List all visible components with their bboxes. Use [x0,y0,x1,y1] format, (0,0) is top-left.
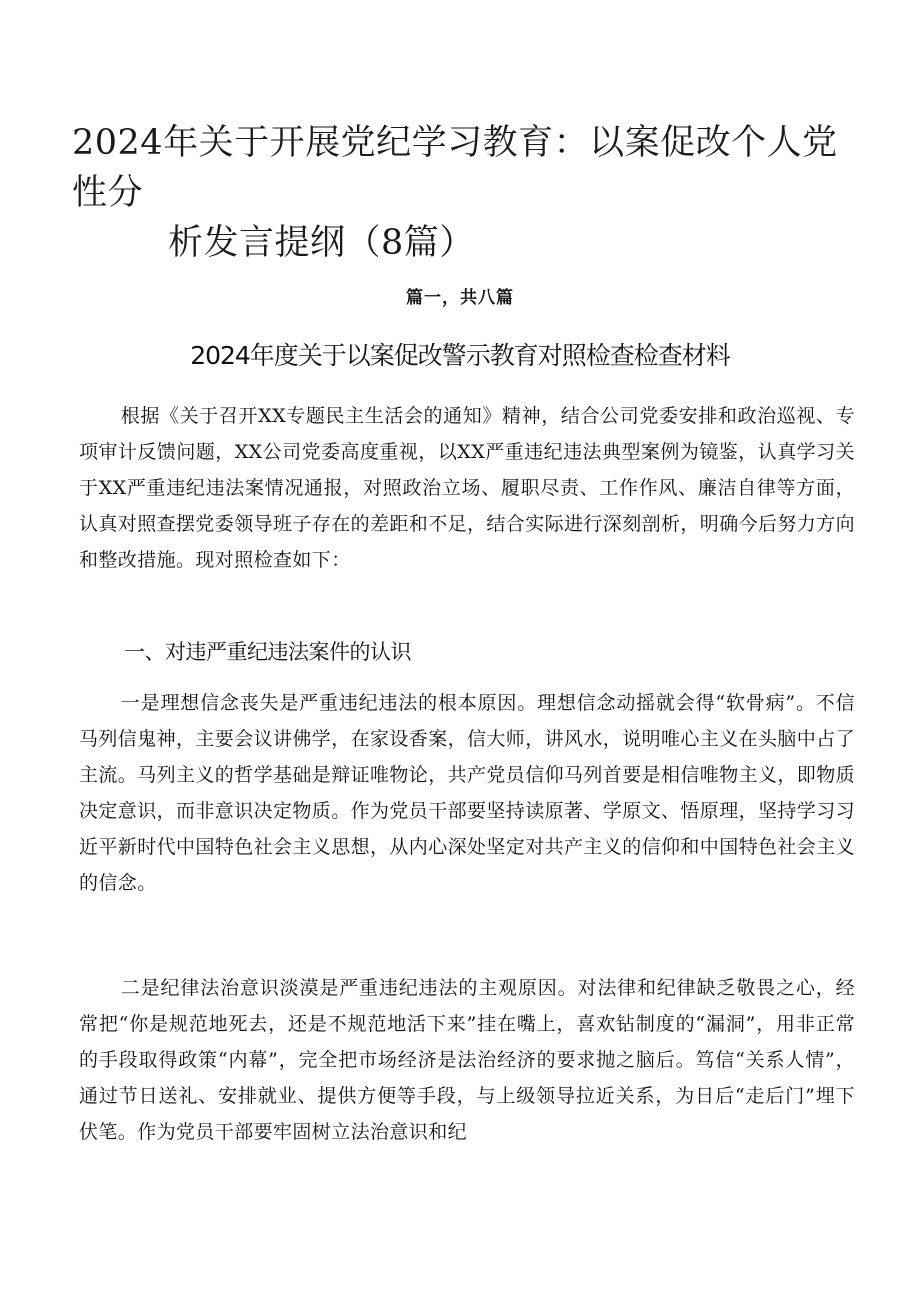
body-paragraph-1: 一是理想信念丧失是严重违纪违法的根本原因。理想信念动摇就会得“软骨病”。不信马列信鬼神，主要会议讲佛学，在家设香案，信大师，讲风水，说明唯心主义在头脑中占了主流。马列主义的哲学基础是辩证唯物论，共产党员信仰马列首要是相信唯物主义，即物质决定意识，而非意识决定物质。作为党员干部要坚持读原著、学原文、悟原理，坚持学习习近平新时代中国特色社会主义思想，从内心深处坚定对共产主义的信仰和中国特色社会主义的信念。 [79,692,856,894]
chapter-label: 篇一，共八篇 [406,288,514,308]
document-title-line-2: 析发言提纲（8篇） [168,223,475,263]
section-heading: 一、对违严重纪违法案件的认识 [124,640,411,664]
chapter-title: 2024年度关于以案促改警示教育对照检查检查材料 [190,341,730,370]
body-paragraph-2: 二是纪律法治意识淡漠是严重违纪违法的主观原因。对法律和纪律缺乏敬畏之心，经常把“你是规范地死去，还是不规范地活下来”挂在嘴上，喜欢钻制度的“漏洞”，用非正常的手段取得政策“内幕”，完全把市场经济是法治经济的要求抛之脑后。笃信“关系人情”，通过节日送礼、安排就业、提供方便等手段，与上级领导拉近关系，为日后“走后门”埋下伏笔。作为党员干部要牢固树立法治意识和纪 [79,977,855,1143]
document-title-line-1: 2024年关于开展党纪学习教育：以案促改个人党性分 [72,123,838,213]
document-title [72,118,872,268]
intro-paragraph: 根据《关于召开XX专题民主生活会的通知》精神，结合公司党委安排和政治巡视、专项审计反馈问题，XX公司党委高度重视，以XX严重违纪违法典型案例为镜鉴，认真学习关于XX严重违纪违法案情况通报，对照政治立场、履职尽责、工作作风、廉洁自律等方面，认真对照查摆党委领导班子存在的差距和不足，结合实际进行深刻剖析，明确今后努力方向和整改措施。现对照检查如下： [79,405,856,571]
